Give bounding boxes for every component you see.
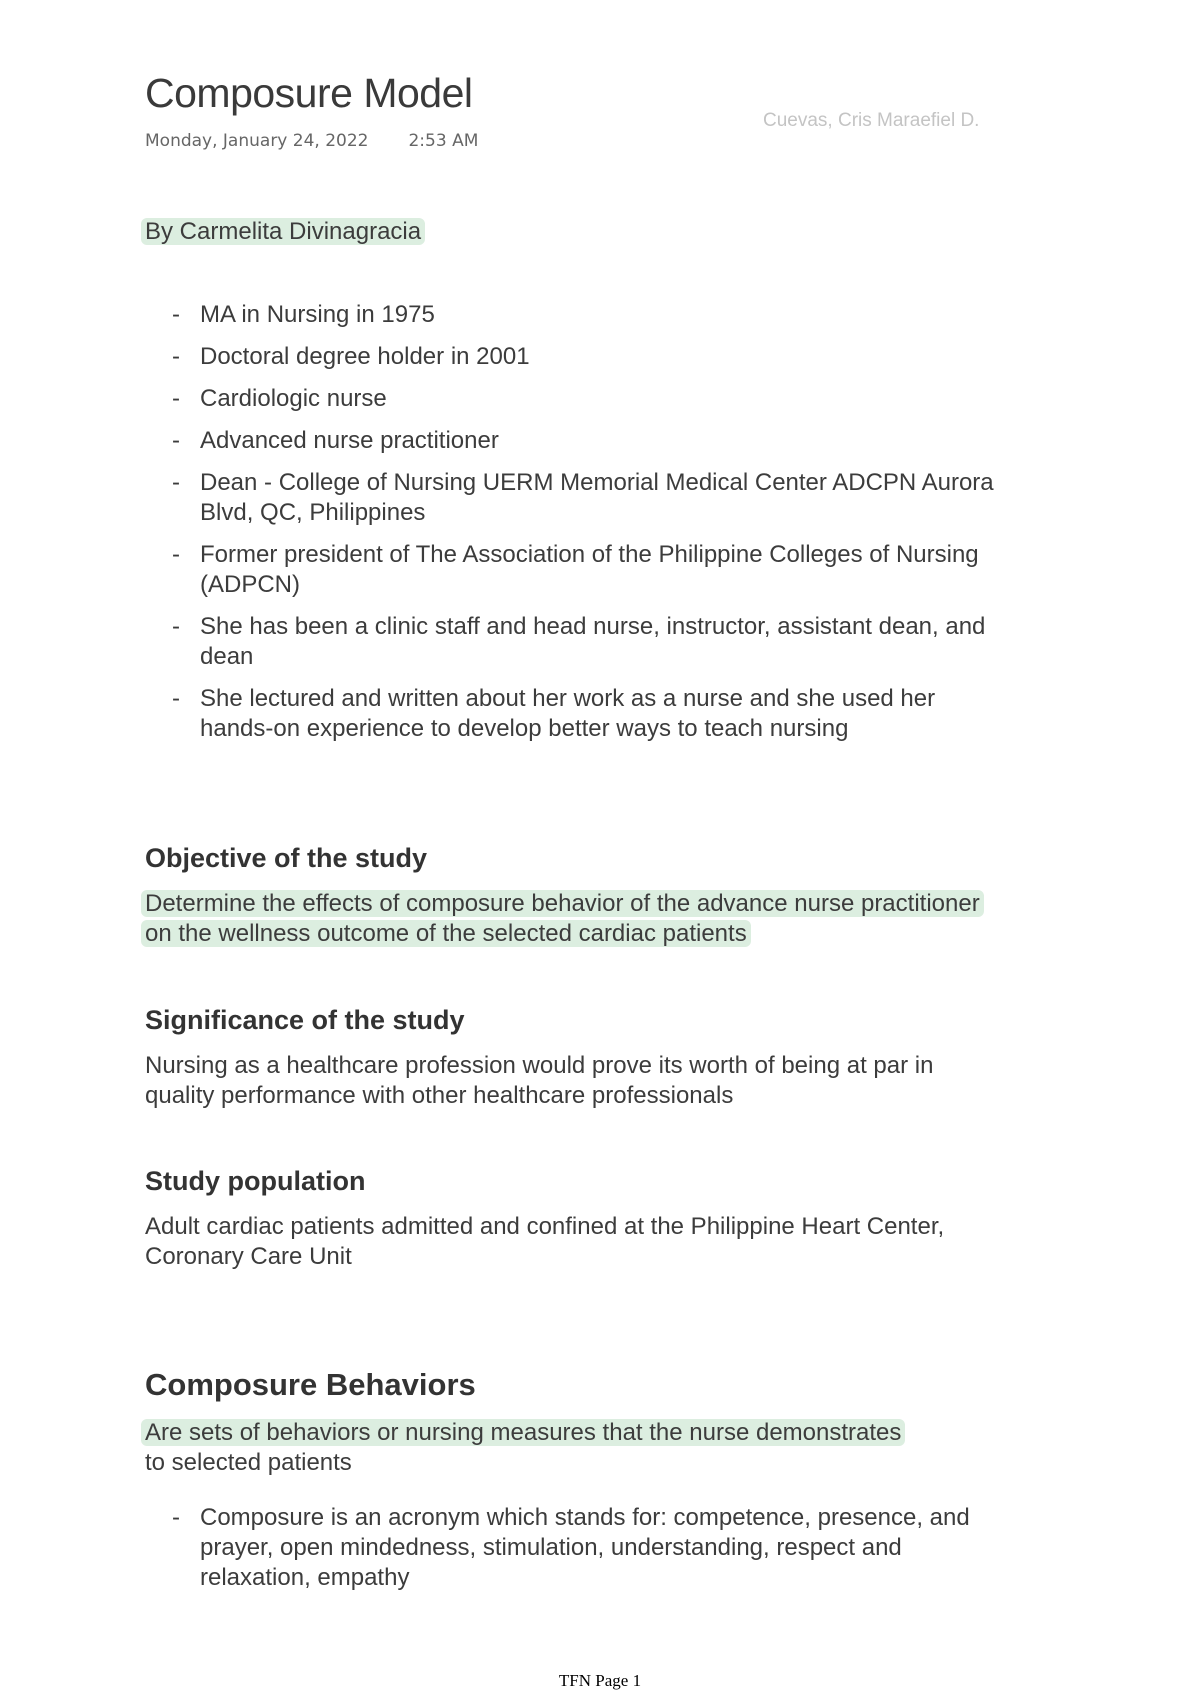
bio-list [172,300,1002,756]
author-name: Cuevas, Cris Maraefiel D. [763,110,980,131]
bullet-dash: - [172,613,180,640]
behaviors-list [172,1503,1002,1605]
bullet-dash: - [172,427,180,454]
list-item [172,684,1002,744]
bullet-dash: - [172,385,180,412]
behaviors-text-highlight: Are sets of behaviors or nursing measures that the nurse demonstrates [141,1419,905,1446]
page-footer: TFN Page 1 [558,1671,642,1690]
list-item [172,612,1002,672]
list-item [172,384,1002,414]
bullet-dash: - [172,685,180,712]
list-item [172,1503,1002,1593]
page-time: 2:53 AM [408,131,479,151]
list-item-text: MA in Nursing in 1975 [200,301,435,328]
list-item [172,426,1002,456]
bullet-dash: - [172,301,180,328]
bullet-dash: - [172,343,180,370]
behaviors-heading: Composure Behaviors [145,1367,476,1402]
list-item-text: Doctoral degree holder in 2001 [200,343,530,370]
list-item-text: Dean - College of Nursing UERM Memorial Medical Center ADCPN Aurora Blvd, QC, Philippines [200,469,994,526]
page-date: Monday, January 24, 2022 [145,131,369,151]
list-item-text: She has been a clinic staff and head nurse, instructor, assistant dean, and dean [200,613,986,670]
list-item [172,468,1002,528]
byline [145,218,425,246]
objective-text-highlight: Determine the effects of composure behavior of the advance nurse practitioner on the wellness outcome of the selected cardiac patients [141,890,984,947]
list-item [172,342,1002,372]
byline-text: By Carmelita Divinagracia [141,218,425,245]
list-item-text: Composure is an acronym which stands for: competence, presence, and prayer, open mindedness, stimulation, understanding, respect and relaxation, empathy [200,1504,970,1591]
behaviors-text [145,1418,1005,1478]
list-item [172,540,1002,600]
bullet-dash: - [172,541,180,568]
population-text: Adult cardiac patients admitted and confined at the Philippine Heart Center, Coronary Care Unit [145,1213,945,1270]
bullet-dash: - [172,1504,180,1531]
bullet-dash: - [172,469,180,496]
list-item-text: Cardiologic nurse [200,385,387,412]
significance-text: Nursing as a healthcare profession would prove its worth of being at par in quality performance with other healthcare professionals [145,1052,934,1109]
list-item [172,300,1002,330]
objective-heading: Objective of the study [145,843,428,873]
behaviors-text-rest: to selected patients [145,1449,352,1476]
list-item-text: Former president of The Association of the Philippine Colleges of Nursing (ADPCN) [200,541,979,598]
list-item-text: She lectured and written about her work as a nurse and she used her hands-on experience to develop better ways to teach nursing [200,685,936,742]
population-heading: Study population [145,1166,366,1196]
page-meta [145,131,478,151]
objective-text [145,889,1005,949]
significance-heading: Significance of the study [145,1005,465,1035]
page-title: Composure Model [145,70,473,116]
list-item-text: Advanced nurse practitioner [200,427,499,454]
